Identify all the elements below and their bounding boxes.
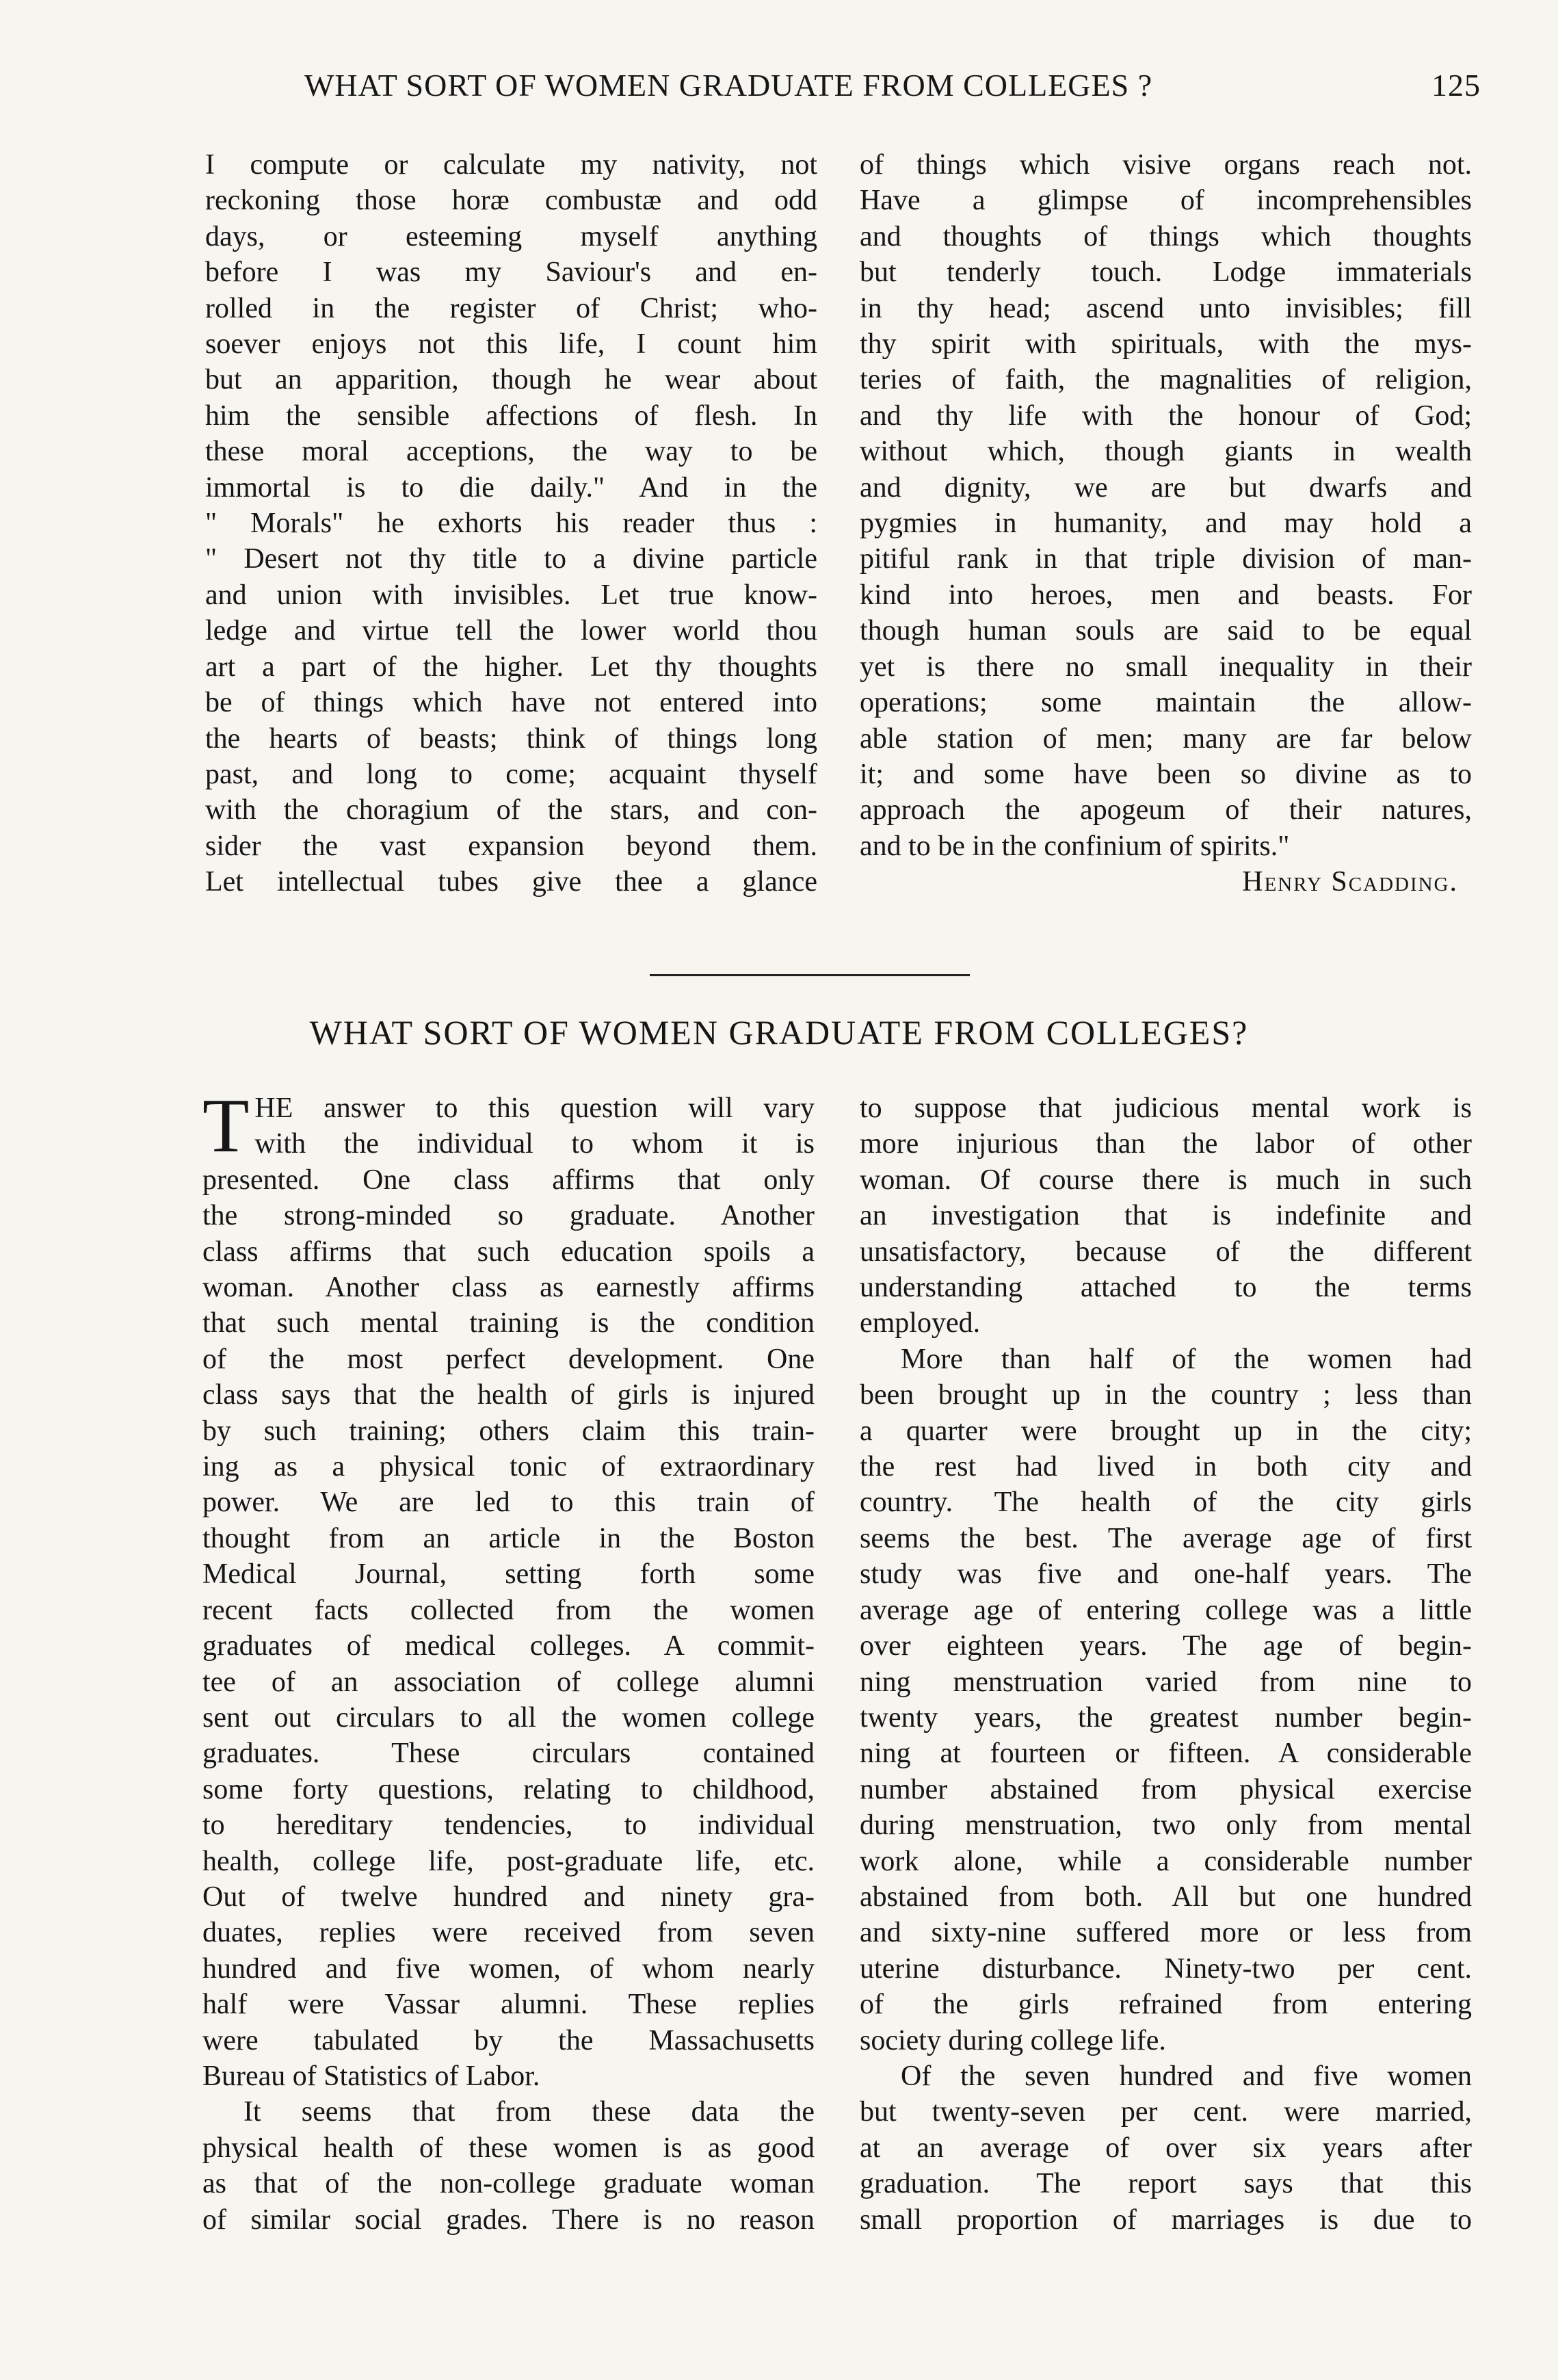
text-line: been brought up in the country ; less than: [860, 1379, 1472, 1411]
text-line: be of things which have not entered into: [205, 687, 817, 719]
text-line: thought from an article in the Boston: [202, 1522, 815, 1554]
text-line: work alone, while a considerable number: [860, 1845, 1472, 1877]
text-line: and union with invisibles. Let true know-: [205, 579, 817, 611]
text-line: a quarter were brought up in the city;: [860, 1415, 1472, 1447]
text-line: HE answer to this question will vary: [254, 1093, 815, 1124]
article-title: WHAT SORT OF WOMEN GRADUATE FROM COLLEGES?: [309, 1013, 1249, 1051]
text-line: " Desert not thy title to a divine particle: [205, 543, 817, 575]
top-right-column: [860, 147, 1472, 900]
text-line: presented. One class affirms that only: [202, 1164, 815, 1196]
text-line: before I was my Saviour's and en-: [205, 257, 817, 289]
text-line: It seems that from these data the: [243, 2096, 815, 2128]
text-line: the rest had lived in both city and: [860, 1451, 1472, 1483]
text-line: operations; some maintain the allow-: [860, 687, 1472, 719]
text-line: art a part of the higher. Let thy thoughts: [205, 651, 817, 683]
text-line: and thoughts of things which thoughts: [860, 220, 1472, 252]
text-line: and thy life with the honour of God;: [860, 400, 1472, 432]
text-line: seems the best. The average age of first: [860, 1522, 1472, 1554]
text-line: half were Vassar alumni. These replies: [202, 1989, 815, 2021]
text-line: that such mental training is the condition: [202, 1307, 815, 1339]
text-line: by such training; others claim this train-: [202, 1415, 815, 1447]
text-line: power. We are led to this train of: [202, 1487, 815, 1519]
text-line: thy spirit with spirituals, with the mys-: [860, 328, 1472, 361]
text-line: twenty years, the greatest number begin-: [860, 1701, 1472, 1734]
article-right-column: [860, 1090, 1472, 2238]
text-line: kind into heroes, men and beasts. For: [860, 579, 1472, 611]
text-line: sent out circulars to all the women college: [202, 1701, 815, 1734]
text-line: ing as a physical tonic of extraordinary: [202, 1451, 815, 1483]
text-line: sider the vast expansion beyond them.: [205, 830, 817, 862]
text-line: of similar social grades. There is no reason: [202, 2204, 815, 2236]
article-left-column: [202, 1084, 815, 2238]
text-line: pygmies in humanity, and may hold a: [860, 508, 1472, 540]
text-line: more injurious than the labor of other: [860, 1128, 1472, 1160]
text-line: class says that the health of girls is injured: [202, 1379, 815, 1411]
text-line: to hereditary tendencies, to individual: [202, 1809, 815, 1842]
text-line: of the girls refrained from entering: [860, 1989, 1472, 2021]
text-line: Bureau of Statistics of Labor.: [202, 2060, 540, 2092]
text-line: health, college life, post-graduate life, etc.: [202, 1845, 815, 1877]
text-line: and to be in the confinium of spirits.": [860, 830, 1290, 862]
text-line: Have a glimpse of incomprehensibles: [860, 185, 1472, 217]
text-line: though human souls are said to be equal: [860, 615, 1472, 647]
text-line: in thy head; ascend unto invisibles; fill: [860, 292, 1472, 324]
text-line: reckoning those horæ combustæ and odd: [205, 185, 817, 217]
text-line: ning at fourteen or fifteen. A considerable: [860, 1738, 1472, 1770]
text-line: abstained from both. All but one hundred: [860, 1881, 1472, 1913]
text-line: woman. Of course there is much in such: [860, 1164, 1472, 1196]
text-line: I compute or calculate my nativity, not: [205, 149, 817, 181]
text-line: during menstruation, two only from mental: [860, 1809, 1472, 1842]
text-line: tee of an association of college alumni: [202, 1666, 815, 1698]
text-line: and sixty-nine suffered more or less from: [860, 1917, 1472, 1949]
text-line: average age of entering college was a little: [860, 1594, 1472, 1626]
text-line: duates, replies were received from seven: [202, 1917, 815, 1949]
text-line: the hearts of beasts; think of things long: [205, 722, 817, 755]
text-line: small proportion of marriages is due to: [860, 2204, 1472, 2236]
text-line: study was five and one-half years. The: [860, 1558, 1472, 1591]
author-signature: Henry Scadding.: [1242, 866, 1458, 898]
text-line: country. The health of the city girls: [860, 1487, 1472, 1519]
page-number: 125: [1431, 68, 1481, 103]
text-line: hundred and five women, of whom nearly: [202, 1952, 815, 1985]
text-line: of things which visive organs reach not.: [860, 149, 1472, 181]
text-line: number abstained from physical exercise: [860, 1773, 1472, 1805]
text-line: graduation. The report says that this: [860, 2168, 1472, 2200]
text-line: past, and long to come; acquaint thyself: [205, 758, 817, 790]
text-line: More than half of the women had: [901, 1343, 1472, 1375]
drop-cap: T: [202, 1084, 250, 1168]
text-line: an investigation that is indefinite and: [860, 1200, 1472, 1232]
text-line: days, or esteeming myself anything: [205, 220, 817, 252]
text-line: approach the apogeum of their natures,: [860, 794, 1472, 826]
text-line: immortal is to die daily." And in the: [205, 471, 817, 504]
text-line: soever enjoys not this life, I count him: [205, 328, 817, 361]
running-header-title: WHAT SORT OF WOMEN GRADUATE FROM COLLEGES ?: [304, 68, 1153, 103]
text-line: Let intellectual tubes give thee a glance: [205, 866, 817, 898]
text-line: physical health of these women is as good: [202, 2132, 815, 2164]
text-line: " Morals" he exhorts his reader thus :: [205, 508, 817, 540]
text-line: these moral acceptions, the way to be: [205, 436, 817, 468]
text-line: as that of the non-college graduate woman: [202, 2168, 815, 2200]
text-line: to suppose that judicious mental work is: [860, 1093, 1472, 1124]
text-line: but twenty-seven per cent. were married,: [860, 2096, 1472, 2128]
text-line: and dignity, we are but dwarfs and: [860, 471, 1472, 504]
text-line: Out of twelve hundred and ninety gra-: [202, 1881, 815, 1913]
text-line: graduates of medical colleges. A commit-: [202, 1630, 815, 1662]
text-line: at an average of over six years after: [860, 2132, 1472, 2164]
text-line: without which, though giants in wealth: [860, 436, 1472, 468]
section-divider-rule: [650, 974, 970, 976]
text-line: it; and some have been so divine as to: [860, 758, 1472, 790]
text-line: with the individual to whom it is: [254, 1128, 815, 1160]
text-line: employed.: [860, 1307, 981, 1339]
text-line: yet is there no small inequality in their: [860, 651, 1472, 683]
top-left-column: [205, 147, 817, 900]
text-line: able station of men; many are far below: [860, 722, 1472, 755]
text-line: uterine disturbance. Ninety-two per cent.: [860, 1952, 1472, 1985]
text-line: Medical Journal, setting forth some: [202, 1558, 815, 1591]
text-line: woman. Another class as earnestly affirms: [202, 1272, 815, 1304]
text-line: ledge and virtue tell the lower world thou: [205, 615, 817, 647]
text-line: over eighteen years. The age of begin-: [860, 1630, 1472, 1662]
text-line: were tabulated by the Massachusetts: [202, 2024, 815, 2056]
text-line: understanding attached to the terms: [860, 1272, 1472, 1304]
text-line: the strong-minded so graduate. Another: [202, 1200, 815, 1232]
text-line: unsatisfactory, because of the different: [860, 1235, 1472, 1268]
text-line: graduates. These circulars contained: [202, 1738, 815, 1770]
text-line: Of the seven hundred and five women: [901, 2060, 1472, 2092]
text-line: with the choragium of the stars, and con-: [205, 794, 817, 826]
text-line: ning menstruation varied from nine to: [860, 1666, 1472, 1698]
text-line: but tenderly touch. Lodge immaterials: [860, 257, 1472, 289]
text-line: pitiful rank in that triple division of man-: [860, 543, 1472, 575]
text-line: teries of faith, the magnalities of religion,: [860, 364, 1472, 396]
running-header: [304, 67, 1481, 103]
text-line: recent facts collected from the women: [202, 1594, 815, 1626]
text-line: society during college life.: [860, 2024, 1166, 2056]
text-line: some forty questions, relating to childhood,: [202, 1773, 815, 1805]
text-line: but an apparition, though he wear about: [205, 364, 817, 396]
text-line: class affirms that such education spoils a: [202, 1235, 815, 1268]
text-line: him the sensible affections of flesh. In: [205, 400, 817, 432]
text-line: of the most perfect development. One: [202, 1343, 815, 1375]
text-line: rolled in the register of Christ; who-: [205, 292, 817, 324]
